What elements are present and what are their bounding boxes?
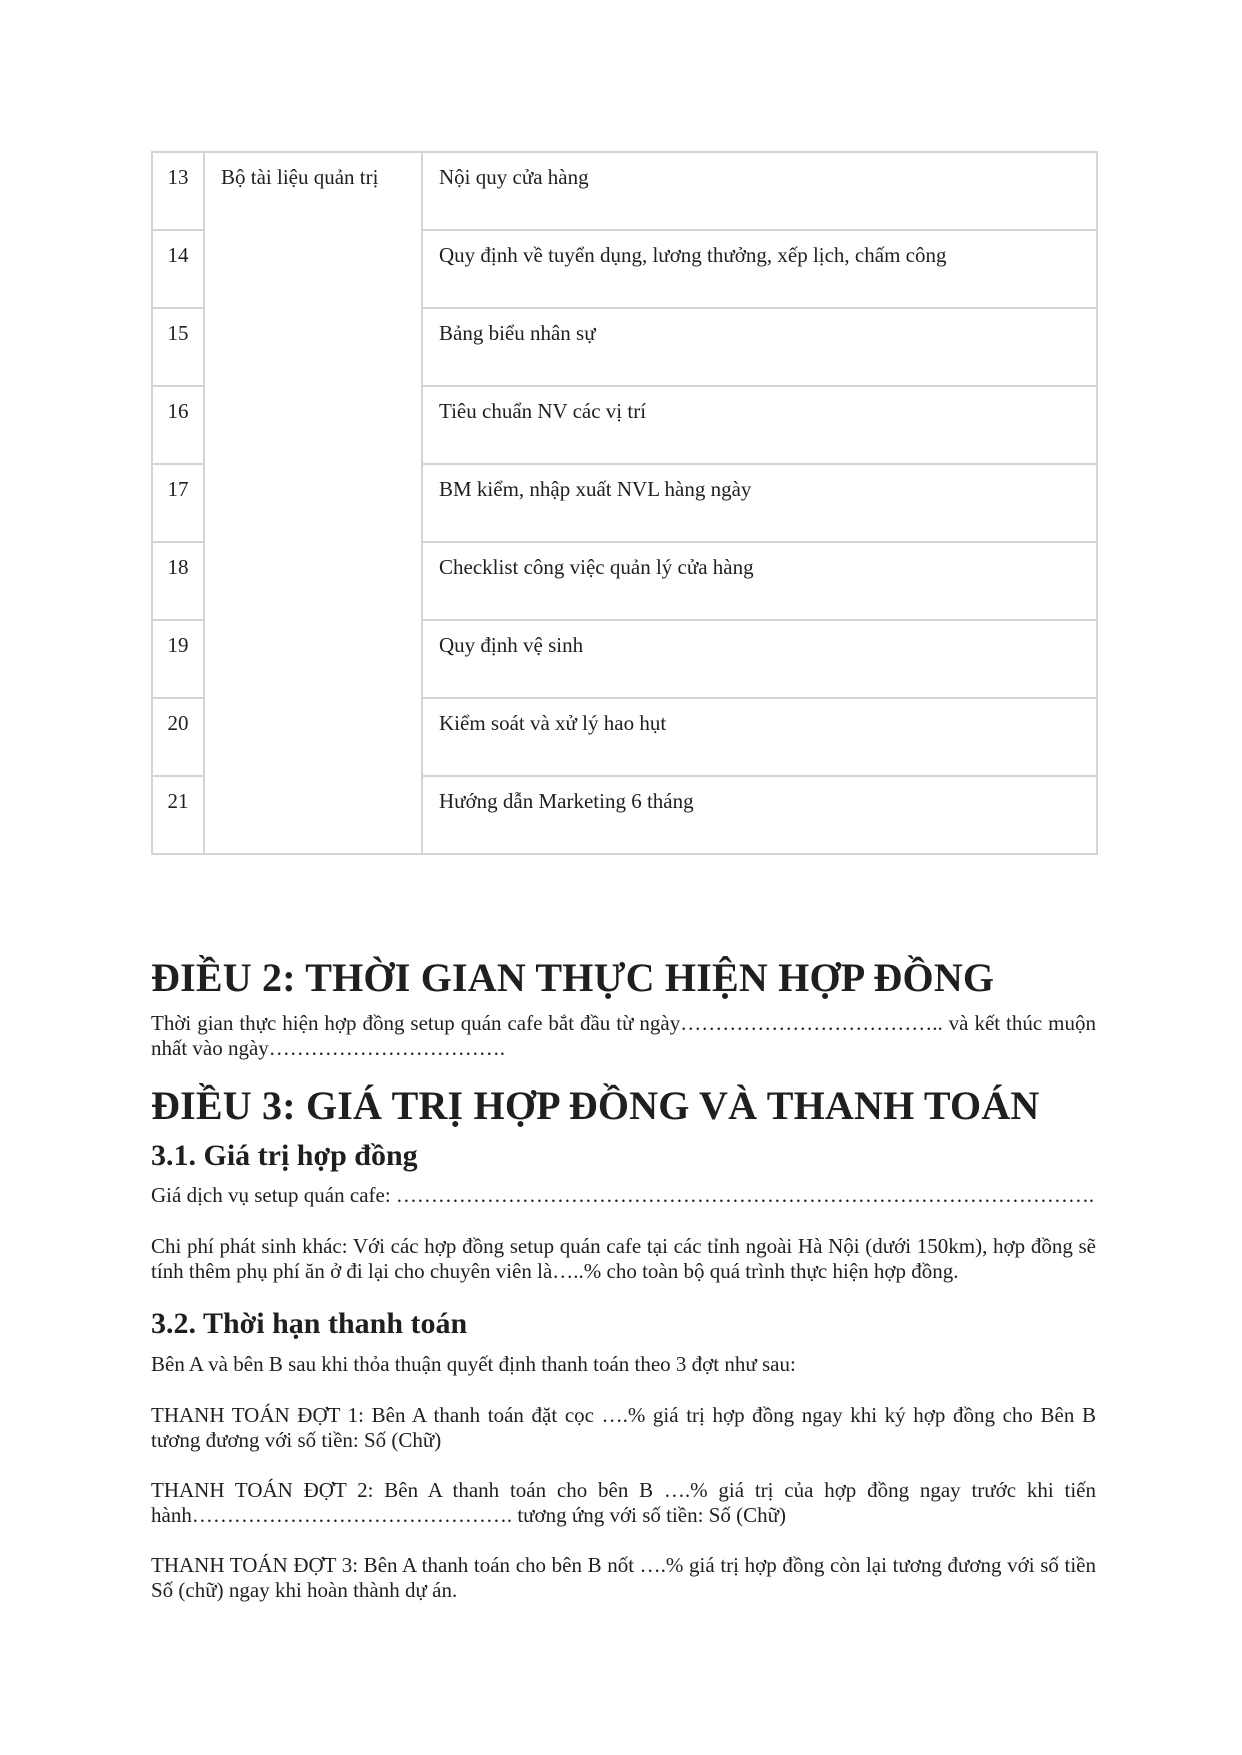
article-2-heading: ĐIỀU 2: THỜI GIAN THỰC HIỆN HỢP ĐỒNG xyxy=(151,955,995,1000)
item-cell: Bảng biểu nhân sự xyxy=(422,308,1097,386)
payment-1-text: THANH TOÁN ĐỢT 1: Bên A thanh toán đặt cọc ….% giá trị hợp đồng ngay khi ký hợp đồng cho Bên B tương đương với số tiền: Số (Chữ) xyxy=(151,1403,1096,1452)
item-cell: Hướng dẫn Marketing 6 tháng xyxy=(422,776,1097,854)
article-2-text: Thời gian thực hiện hợp đồng setup quán cafe bắt đầu từ ngày……………………………….. và kết thúc muộn nhất vào ngày……………………………. xyxy=(151,1011,1096,1060)
section-3-2-heading: 3.2. Thời hạn thanh toán xyxy=(151,1307,468,1340)
row-number: 21 xyxy=(152,776,204,854)
item-cell: Kiểm soát và xử lý hao hụt xyxy=(422,698,1097,776)
item-cell: Quy định về tuyển dụng, lương thưởng, xếp lịch, chấm công xyxy=(422,230,1097,308)
row-number: 16 xyxy=(152,386,204,464)
payment-3-text: THANH TOÁN ĐỢT 3: Bên A thanh toán cho bên B nốt ….% giá trị hợp đồng còn lại tương đương với số tiền Số (chữ) ngay khi hoàn thành dự án. xyxy=(151,1553,1096,1602)
row-number: 14 xyxy=(152,230,204,308)
payment-intro-text: Bên A và bên B sau khi thỏa thuận quyết định thanh toán theo 3 đợt như sau: xyxy=(151,1352,796,1376)
row-number: 18 xyxy=(152,542,204,620)
payment-2-text: THANH TOÁN ĐỢT 2: Bên A thanh toán cho bên B ….% giá trị của hợp đồng ngay trước khi tiến hành………………………………………. tương ứng với số tiền: Số (Chữ) xyxy=(151,1478,1096,1527)
section-3-1-heading: 3.1. Giá trị hợp đồng xyxy=(151,1139,418,1172)
article-3-heading: ĐIỀU 3: GIÁ TRỊ HỢP ĐỒNG VÀ THANH TOÁN xyxy=(151,1083,1040,1128)
row-number: 20 xyxy=(152,698,204,776)
row-number: 15 xyxy=(152,308,204,386)
item-cell: Checklist công việc quản lý cửa hàng xyxy=(422,542,1097,620)
extra-cost-text: Chi phí phát sinh khác: Với các hợp đồng setup quán cafe tại các tỉnh ngoài Hà Nội (dưới 150km), hợp đồng sẽ tính thêm phụ phí ăn ở đi lại cho chuyên viên là…..% cho toàn bộ quá trình thực hiện hợp đồng. xyxy=(151,1234,1096,1283)
service-price-text: Giá dịch vụ setup quán cafe: ………………………………………………………………………………………. xyxy=(151,1183,1095,1207)
table-row xyxy=(152,152,1097,230)
document-table xyxy=(151,151,1098,855)
category-cell: Bộ tài liệu quản trị xyxy=(204,152,422,854)
row-number: 19 xyxy=(152,620,204,698)
item-cell: Nội quy cửa hàng xyxy=(422,152,1097,230)
row-number: 13 xyxy=(152,152,204,230)
item-cell: BM kiểm, nhập xuất NVL hàng ngày xyxy=(422,464,1097,542)
item-cell: Quy định vệ sinh xyxy=(422,620,1097,698)
row-number: 17 xyxy=(152,464,204,542)
item-cell: Tiêu chuẩn NV các vị trí xyxy=(422,386,1097,464)
